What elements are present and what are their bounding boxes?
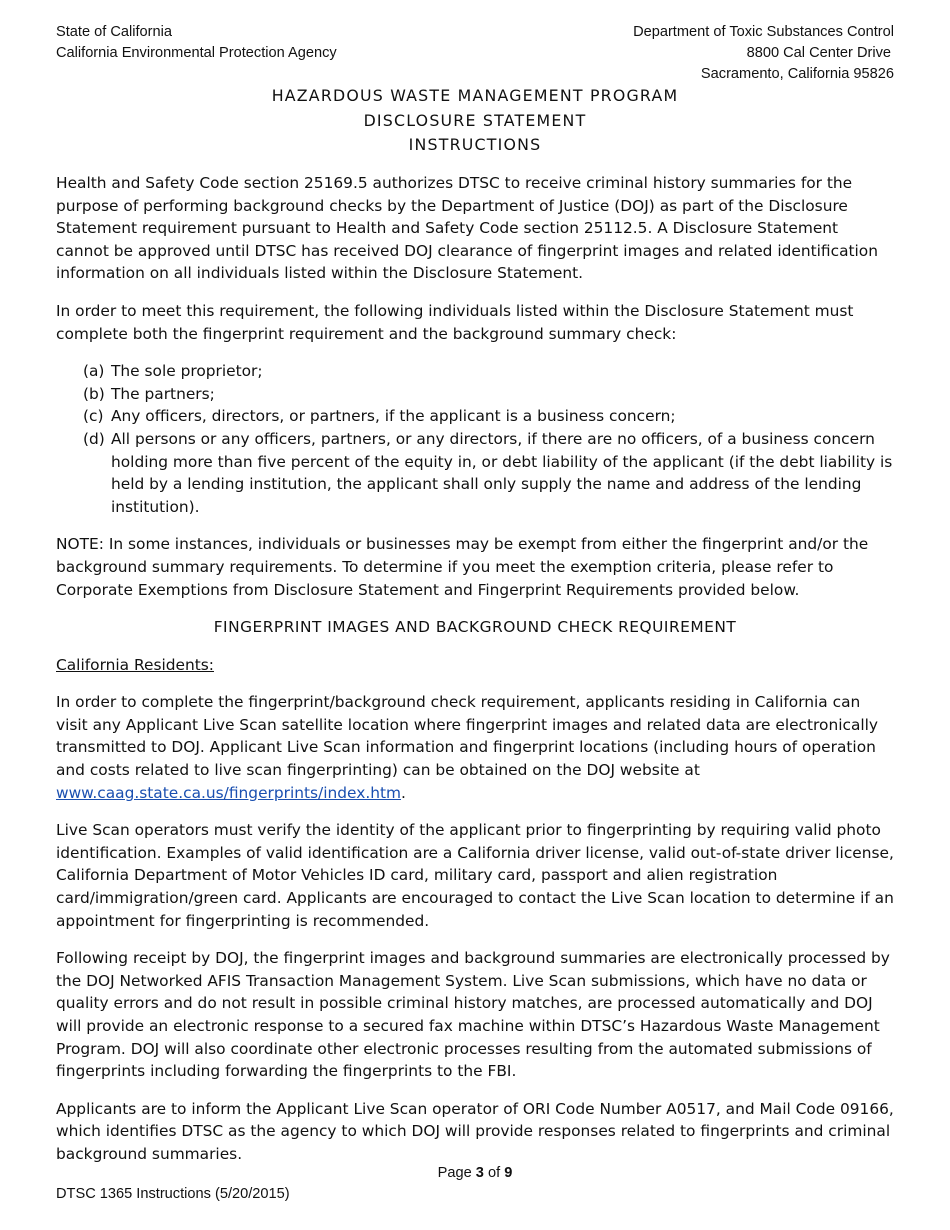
form-identifier: DTSC 1365 Instructions (5/20/2015): [56, 1186, 290, 1202]
page-prefix: Page: [437, 1165, 476, 1181]
link-suffix: .: [401, 783, 406, 802]
list-marker: (c): [83, 407, 104, 426]
page-current: 3: [475, 1165, 484, 1181]
individuals-list: [56, 360, 894, 518]
list-item: [83, 405, 894, 428]
department-name: Department of Toxic Substances Control: [633, 24, 894, 40]
list-marker: (a): [83, 362, 105, 381]
title-line-instructions: INSTRUCTIONS: [408, 135, 542, 154]
document-page: [56, 0, 894, 1230]
residents-paragraph: [56, 691, 894, 804]
letterhead-right: [633, 22, 894, 85]
residents-text: In order to complete the fingerprint/background check requirement, applicants residing in California can visit any Applicant Live Scan satellite location where fingerprint images and related data are electronically transmitted to DOJ. Applicant Live Scan information and fingerprint locations (including hours of operation and costs related to live scan fingerprinting) can be obtained on the DOJ website at: [56, 693, 879, 780]
note-paragraph: NOTE: In some instances, individuals or businesses may be exempt from either the fingerprint and/or the background summary requirements. To determine if you meet the exemption criteria, please refer to Corporate Exemptions from Disclosure Statement and Fingerprint Requirements provided below.: [56, 535, 869, 599]
title-line-program: HAZARDOUS WASTE MANAGEMENT PROGRAM: [271, 86, 679, 105]
intro-paragraph: Health and Safety Code section 25169.5 authorizes DTSC to receive criminal history summaries for the purpose of performing background checks by the Department of Justice (DOJ) as part of the Disclosure Statement requirement pursuant to Health and Safety Code section 25112.5. A Disclosure Statement cannot be approved until DTSC has received DOJ clearance of fingerprint images and related identification information on all individuals listed within the Disclosure Statement.: [56, 174, 878, 283]
doj-fingerprints-link[interactable]: www.caag.state.ca.us/fingerprints/index.htm: [56, 783, 402, 802]
california-residents-heading: California Residents:: [56, 655, 214, 674]
title-line-statement: DISCLOSURE STATEMENT: [363, 110, 587, 130]
list-marker: (b): [83, 384, 105, 403]
street-address: 8800 Cal Center Drive: [746, 45, 891, 61]
state-name: State of California: [56, 24, 173, 40]
list-item: [83, 360, 894, 383]
city-address: Sacramento, California 95826: [700, 66, 894, 82]
agency-name: California Environmental Protection Agency: [56, 45, 337, 61]
list-item-text: Any officers, directors, or partners, if the applicant is a business concern;: [111, 407, 676, 426]
document-body: [56, 172, 894, 1181]
list-item-text: The partners;: [111, 384, 215, 403]
requirement-paragraph: In order to meet this requirement, the following individuals listed within the Disclosure Statement must complete both the fingerprint requirement and the background summary check:: [56, 301, 854, 343]
list-marker: (d): [83, 429, 105, 448]
doj-processing-paragraph: Following receipt by DOJ, the fingerprint images and background summaries are electronically processed by the DOJ Networked AFIS Transaction Management System. Live Scan submissions, which have no data or quality errors and do not result in possible criminal history matches, are processed automatically and DOJ will provide an electronic response to a secured fax machine within DTSC’s Hazardous Waste Management Program. DOJ will also coordinate other electronic processes resulting from the automated submissions of fingerprints including forwarding the fingerprints to the FBI.: [56, 949, 890, 1081]
document-title: [56, 84, 894, 158]
letterhead-left: [56, 22, 337, 64]
ori-code-paragraph: Applicants are to inform the Applicant Live Scan operator of ORI Code Number A0517, and Mail Code 09166, which identifies DTSC as the agency to which DOJ will provide responses related to fingerprints and criminal background summaries.: [56, 1099, 894, 1163]
list-item: [83, 428, 894, 518]
section-heading: FINGERPRINT IMAGES AND BACKGROUND CHECK REQUIREMENT: [213, 618, 737, 637]
page-number: [56, 1165, 894, 1181]
list-item-text: The sole proprietor;: [111, 362, 263, 381]
live-scan-paragraph: Live Scan operators must verify the identity of the applicant prior to fingerprinting by requiring valid photo identification. Examples of valid identification are a California driver license, valid out-of-state driver license, California Department of Motor Vehicles ID card, military card, passport and alien registration card/immigration/green card. Applicants are encouraged to contact the Live Scan location to determine if an appointment for fingerprinting is recommended.: [56, 821, 894, 930]
list-item-text: All persons or any officers, partners, or any directors, if there are no officers, of a business concern holding more than five percent of the equity in, or debt liability of the applicant (if the debt liability is held by a lending institution, the applicant shall only supply the name and address of the lending institution).: [111, 429, 893, 516]
page-of: of: [483, 1165, 505, 1181]
page-total: 9: [504, 1165, 513, 1181]
list-item: [83, 383, 894, 406]
